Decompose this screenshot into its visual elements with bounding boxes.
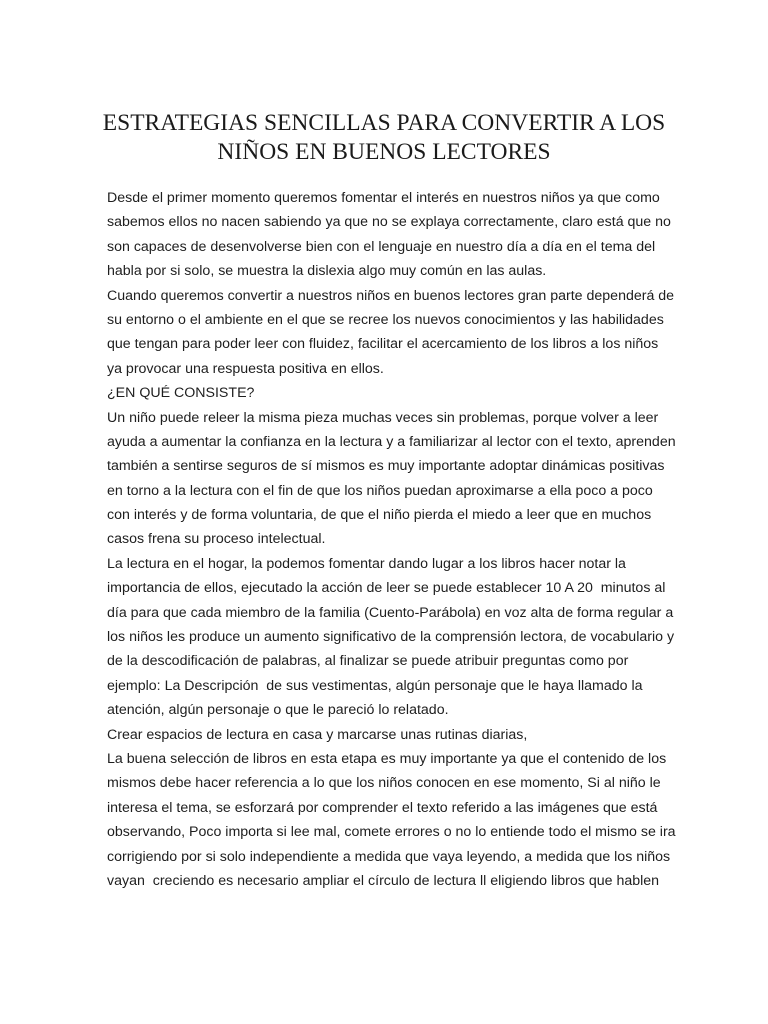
body-line: los niños les produce un aumento significativo de la comprensión lectora, de vocabulario y xyxy=(107,629,675,646)
body-line: habla por si solo, se muestra la dislexia algo muy común en las aulas. xyxy=(107,263,547,280)
body-line: su entorno o el ambiente en el que se recree los nuevos conocimientos y las habilidades xyxy=(107,311,664,328)
body-line: atención, algún personaje o que le pareció lo relatado. xyxy=(107,702,449,719)
body-line: casos frena su proceso intelectual. xyxy=(107,531,326,548)
body-line: La buena selección de libros en esta etapa es muy importante ya que el contenido de los xyxy=(107,750,667,767)
body-line: ya provocar una respuesta positiva en ellos. xyxy=(107,360,384,377)
body-line: ejemplo: La Descripción de sus vestimentas, algún personaje que le haya llamado la xyxy=(107,677,643,694)
body-line: día para que cada miembro de la familia (Cuento-Parábola) en voz alta de forma regular a xyxy=(107,604,674,621)
body-line: Un niño puede releer la misma pieza muchas veces sin problemas, porque volver a leer xyxy=(107,409,659,426)
body-line: Cuando queremos convertir a nuestros niños en buenos lectores gran parte dependerá de xyxy=(107,287,675,304)
body-line: vayan creciendo es necesario ampliar el círculo de lectura ll eligiendo libros que hablen xyxy=(107,872,660,889)
body-line: Desde el primer momento queremos fomentar el interés en nuestros niños ya que como xyxy=(107,190,660,206)
body-line: en torno a la lectura con el fin de que los niños puedan aproximarse a ella poco a poco xyxy=(107,482,653,499)
body-line: corrigiendo por si solo independiente a medida que vaya leyendo, a medida que los niños xyxy=(107,848,671,865)
body-line: importancia de ellos, ejecutado la acción de leer se puede establecer 10 A 20 minutos al xyxy=(107,580,666,597)
body-line: La lectura en el hogar, la podemos fomentar dando lugar a los libros hacer notar la xyxy=(107,555,626,572)
title-line: NIÑOS EN BUENOS LECTORES xyxy=(217,139,551,165)
body-line: de la descodificación de palabras, al finalizar se puede atribuir preguntas como por xyxy=(107,653,629,670)
document-title xyxy=(90,109,678,167)
body-line: observando, Poco importa si lee mal, comete errores o no lo entiende todo el mismo se ira xyxy=(107,824,676,841)
body-line: interesa el tema, se esforzará por comprender el texto referido a las imágenes que está xyxy=(107,799,658,816)
title-line: ESTRATEGIAS SENCILLAS PARA CONVERTIR A LOS xyxy=(102,110,666,136)
body-line: que tengan para poder leer con fluidez, facilitar el acercamiento de los libros a los niños xyxy=(107,336,659,353)
document-body xyxy=(107,186,676,893)
body-line: son capaces de desenvolverse bien con el lenguaje en nuestro día a día en el tema del xyxy=(107,238,656,255)
body-line: ayuda a aumentar la confianza en la lectura y a familiarizar al lector con el texto, aprenden xyxy=(107,433,676,450)
section-heading: ¿EN QUÉ CONSISTE? xyxy=(107,385,255,402)
body-line: también a sentirse seguros de sí mismos es muy importante adoptar dinámicas positivas xyxy=(107,458,665,475)
body-line: mismos debe hacer referencia a lo que los niños conocen en ese momento, Si al niño le xyxy=(107,775,661,792)
body-line: sabemos ellos no nacen sabiendo ya que no se explaya correctamente, claro está que no xyxy=(107,214,671,231)
body-line: Crear espacios de lectura en casa y marcarse unas rutinas diarias, xyxy=(107,726,528,743)
body-line: con interés y de forma voluntaria, de que el niño pierda el miedo a leer que en muchos xyxy=(107,507,652,524)
